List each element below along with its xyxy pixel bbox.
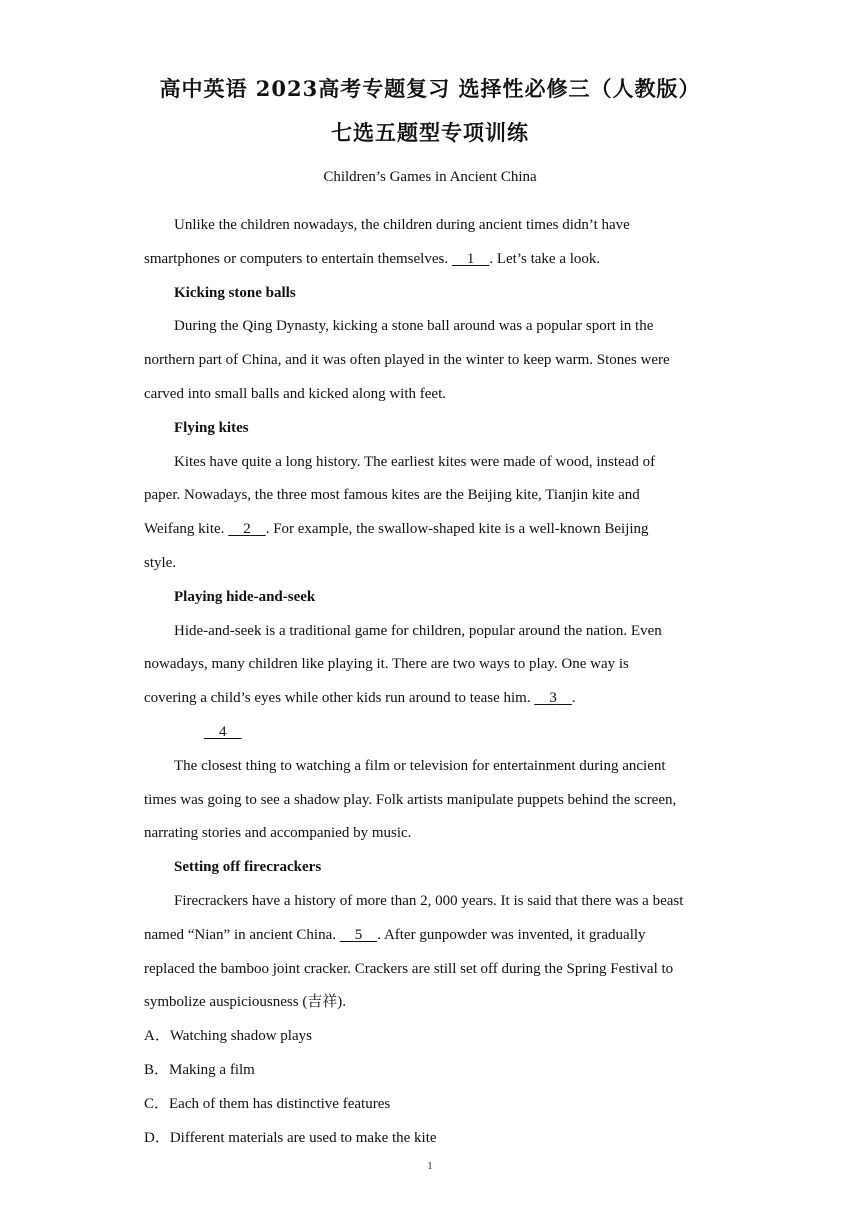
heading-hide-and-seek: Playing hide-and-seek — [174, 588, 316, 605]
option-letter: B． — [144, 1061, 170, 1078]
article-title: Children’s Games in Ancient China — [323, 169, 537, 185]
option-c — [144, 1088, 716, 1122]
option-b — [144, 1054, 716, 1088]
option-letter: C． — [144, 1095, 170, 1112]
option-text: Different materials are used to make the kite — [169, 1129, 437, 1146]
section2-text-b: . For example, the swallow-shaped kite is a well-known Beijing — [265, 521, 649, 538]
section2-line-3 — [144, 513, 716, 547]
heading-firecrackers: Setting off firecrackers — [174, 859, 322, 876]
section1-line-2: northern part of China, and it was often played in the winter to keep warm. Stones were — [144, 352, 670, 369]
section5-text-a: named “Nian” in ancient China. — [144, 926, 340, 943]
blank-3: 3 — [549, 690, 557, 707]
section3-line-2: nowadays, many children like playing it. There are two ways to play. One way is — [144, 656, 629, 673]
intro-text-c: . Let’s take a look. — [489, 250, 601, 267]
section3-text-a: covering a child’s eyes while other kids run around to tease him. — [144, 690, 535, 707]
heading-blank-4 — [144, 716, 716, 750]
section3-line-3 — [144, 682, 716, 716]
option-letter: A． — [144, 1028, 170, 1045]
section3-line-1: Hide-and-seek is a traditional game for children, popular around the nation. Even — [174, 622, 662, 639]
option-d — [144, 1122, 716, 1156]
intro-text-b: smartphones or computers to entertain themselves. — [144, 250, 452, 267]
section5-line-2 — [144, 919, 716, 953]
option-letter: D． — [144, 1129, 170, 1146]
section4-line-2: times was going to see a shadow play. Folk artists manipulate puppets behind the screen, — [144, 791, 677, 808]
intro-line-2 — [144, 243, 716, 277]
heading-kicking-stone-balls: Kicking stone balls — [174, 284, 296, 301]
section5-line-1: Firecrackers have a history of more than 2, 000 years. It is said that there was a beast — [174, 892, 684, 909]
blank-5: 5 — [354, 926, 363, 943]
section5-text-b: . After gunpowder was invented, it gradually — [377, 926, 646, 943]
heading-flying-kites: Flying kites — [174, 419, 249, 436]
section2-line-2: paper. Nowadays, the three most famous kites are the Beijing kite, Tianjin kite and — [144, 487, 640, 504]
blank-2: 2 — [243, 521, 251, 538]
blank-4: 4 — [219, 723, 227, 740]
section3-text-b: . — [571, 690, 576, 707]
section2-line-1: Kites have quite a long history. The earliest kites were made of wood, instead of — [174, 453, 656, 470]
blank-1: 1 — [466, 250, 475, 267]
page-number: 1 — [427, 1160, 433, 1172]
document-title: 高中英语 2023高考专题复习 选择性必修三（人教版） — [159, 76, 701, 101]
section1-line-1: During the Qing Dynasty, kicking a stone ball around was a popular sport in the — [174, 318, 654, 335]
section5-line-4: symbolize auspiciousness (吉祥). — [144, 994, 347, 1011]
section4-line-3: narrating stories and accompanied by music. — [144, 825, 412, 842]
section4-line-1: The closest thing to watching a film or television for entertainment during ancient — [174, 757, 666, 774]
section2-text-a: Weifang kite. — [144, 521, 229, 538]
option-a — [144, 1020, 716, 1054]
intro-line-1: Unlike the children nowadays, the children during ancient times didn’t have — [174, 217, 630, 233]
section2-line-4: style. — [144, 554, 177, 571]
option-text: Watching shadow plays — [169, 1028, 312, 1045]
document-subtitle: 七选五题型专项训练 — [331, 120, 529, 145]
option-text: Making a film — [169, 1061, 255, 1078]
section5-line-3: replaced the bamboo joint cracker. Crackers are still set off during the Spring Festival to — [144, 960, 674, 977]
section1-line-3: carved into small balls and kicked along with feet. — [144, 385, 446, 402]
option-text: Each of them has distinctive features — [169, 1095, 391, 1112]
